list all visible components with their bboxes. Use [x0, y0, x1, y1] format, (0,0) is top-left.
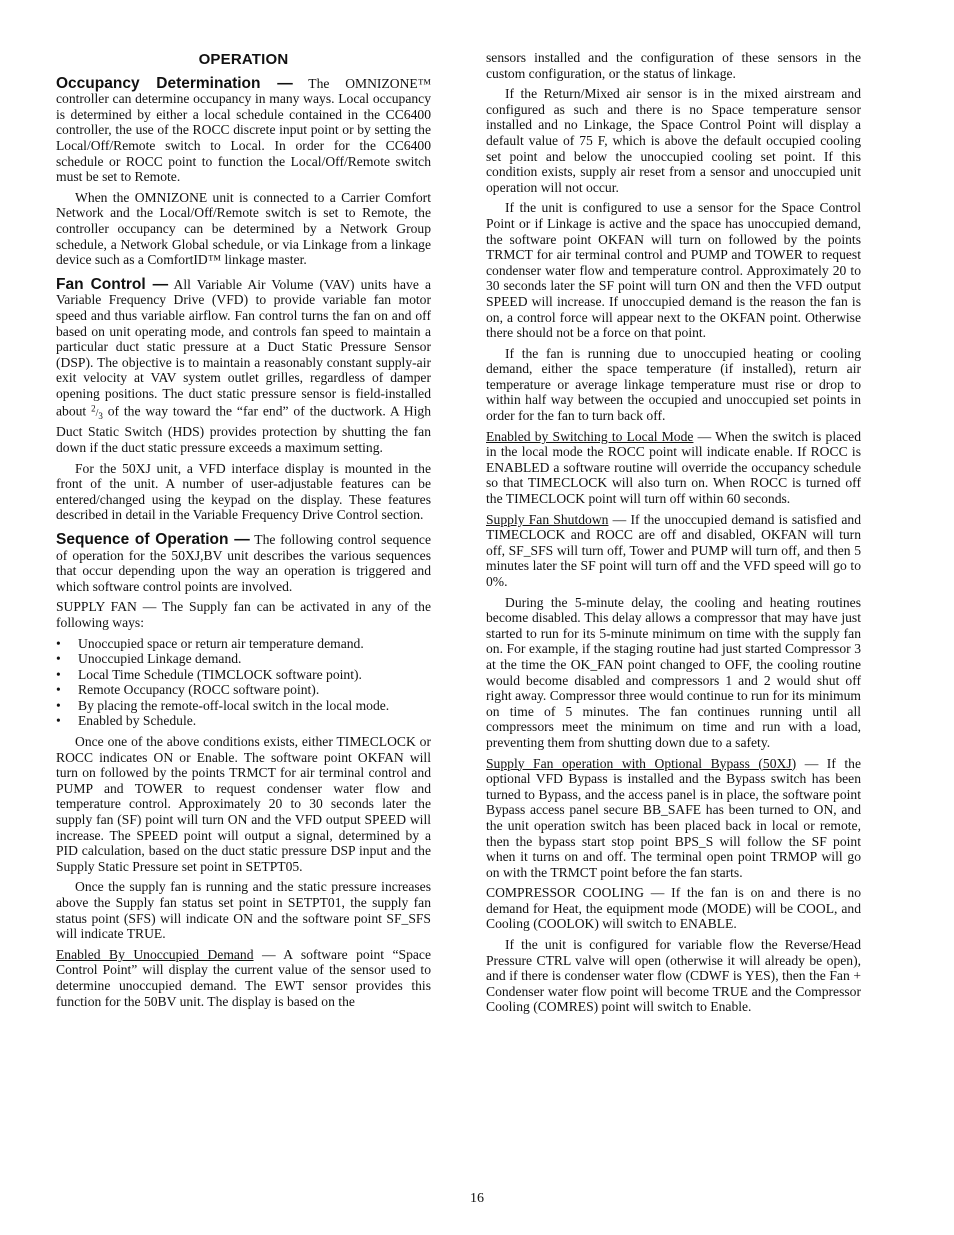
fan-shutdown-heading: Supply Fan Shutdown [486, 511, 609, 527]
occupancy-paragraph-1 [56, 76, 431, 185]
fan-control-heading: Fan Control — [56, 275, 169, 293]
page-number: 16 [470, 1191, 484, 1206]
local-mode-heading: Enabled by Switching to Local Mode [486, 428, 694, 444]
sequence-text-1: The following control sequence of operation for the 50XJ,BV unit describes the various sequences that occur depending upon the way an operation is triggered and which software control points are involved. [56, 531, 431, 594]
bypass-text: — If the optional VFD Bypass is installed and the Bypass switch has been turned to Bypass, and the access panel is in place, the software point Bypass access panel secure BB_SAFE has been turned to ON, and the unit operation switch has been placed back in local or remote, then the bypass start stop point BPS_S will follow the SF point when it turns on and off. The terminal open point TRMOP will go on with the TRMCT point before the fan starts. [486, 755, 861, 880]
sequence-paragraph-1 [56, 532, 431, 594]
list-item: • By placing the remote-off-local switch in the local mode. [56, 698, 431, 714]
unoccupied-demand-heading: Enabled By Unoccupied Demand [56, 946, 254, 962]
sequence-paragraph-4: Once the supply fan is running and the static pressure increases above the Supply fan status set point in SETPT01, the supply fan status point (SFS) will indicate ON and the software point SF_SFS will indicate TRUE. [56, 879, 431, 942]
list-item: • Unoccupied space or return air temperature demand. [56, 636, 431, 652]
right-paragraph-2: If the Return/Mixed air sensor is in the mixed airstream and configured as such and there is no Space temperature sensor installed and no Linkage, the Space Control Point will display a default value of 75 F, which is above the default occupied cooling set point and below the unoccupied cooling set point. If this condition exists, supply air reset from a sensor and unoccupied unit operation will not occur. [486, 86, 861, 195]
list-item: • Local Time Schedule (TIMCLOCK software point). [56, 667, 431, 683]
fan-shutdown-text: — If the unoccupied demand is satisfied and TIMECLOCK and ROCC are off and disabled, OKFAN will turn off, SF_SFS will turn off, Tower and PUMP will turn off, and then 5 minutes later the SF point will turn off and the VFD speed will go to 0%. [486, 511, 861, 589]
sequence-heading: Sequence of Operation — [56, 530, 250, 548]
local-mode-text: — When the switch is placed in the local mode the ROCC point will indicate enable. If ROCC is ENABLED a software routine will override the occupancy schedule so that TIMECLOCK will also turn on. When ROCC is turned off the TIMECLOCK point will turn off within 60 seconds. [486, 428, 861, 507]
fraction-numerator: 2 [91, 403, 96, 414]
right-paragraph-7: If the unit is configured for variable flow the Reverse/Head Pressure CTRL valve will open (otherwise it will already be open), and if there is condenser water flow (CDWF is YES), then the Fan + Condenser water flow point will become TRUE and the Compressor Cooling (COMRES) point will switch to Enable. [486, 937, 861, 1015]
compressor-cooling-paragraph: COMPRESSOR COOLING — If the fan is on and there is no demand for Heat, the equipment mode (MODE) will be COOL, and Cooling (COOLOK) will switch to ENABLE. [486, 885, 861, 932]
occupancy-text-1: The OMNIZONE™ controller can determine occupancy in many ways. Local occupancy is determined by either a local schedule contained in the CC6400 controller, the use of the ROCC discrete input point or by setting the Local/Off/Remote switch to Local. In order for the CC6400 schedule or ROCC point to function the Local/Off/Remote switch must be set to Remote. [56, 75, 432, 185]
right-paragraph-5: During the 5-minute delay, the cooling and heating routines become disabled. This delay allows a compressor that may have just started to run for its 5-minute minimum on time with the supply fan on. For example, if the staging routine had just started Compressor 3 at the time the OK_FAN point changed to OFF, the cooling routine would become disabled and compressors 1 and 2 would shut off right away. Compressor three would continue to run for its minimum on time of 5 minutes. The fan continues running until all compressors meet the minimum on time and run with a load, preventing them from shutting down due to a safety. [486, 594, 861, 750]
list-item: • Remote Occupancy (ROCC software point). [56, 682, 431, 698]
right-paragraph-3: If the unit is configured to use a sensor for the Space Control Point or if Linkage is active and the space has unoccupied demand, the software point OKFAN will turn on followed by the points TRMCT for air terminal control and PUMP and TOWER to request condenser water flow and temperature control. Approximately 20 to 30 seconds later the SF point will turn ON and then the VFD output SPEED will increase. If unoccupied demand is the reason the fan is on, a control force will appear next to the OKFAN point. Otherwise there should not be a force on that point. [486, 200, 861, 341]
left-column [56, 50, 431, 1014]
sequence-paragraph-3: Once one of the above conditions exists, either TIMECLOCK or ROCC indicates ON or Enable. The software point OKFAN will turn on followed by the points TRMCT for air terminal control and PUMP and TOWER to request condenser water flow and temperature control. Approximately 20 to 30 seconds later the supply fan (SF) point will turn ON and the VFD output SPEED will increase. The SPEED point will output a signal, determined by a PID calculation, based on the duct static pressure DSP input and the Supply Static Pressure set point in SETPT05. [56, 734, 431, 874]
occupancy-heading: Occupancy Determination — [56, 74, 293, 92]
supply-fan-paragraph: SUPPLY FAN — The Supply fan can be activated in any of the following ways: [56, 599, 431, 630]
list-item: • Enabled by Schedule. [56, 713, 431, 729]
unoccupied-demand-paragraph [56, 947, 431, 1009]
unoccupied-demand-text: — A software point “Space Control Point” will display the current value of the sensor used to determine unoccupied demand. The EWT sensor provides this function for the 50BV unit. The display is based on the [56, 946, 431, 1009]
bypass-heading: Supply Fan operation with Optional Bypass (50XJ) [486, 755, 797, 771]
fraction-two-thirds: $^2/_3$ [91, 403, 103, 421]
occupancy-paragraph-2: When the OMNIZONE unit is connected to a Carrier Comfort Network and the Local/Off/Remote switch is set to Remote, the controller occupancy can be determined by a Network Group schedule, a Network Global schedule, or via Linkage from a linkage device such as a ComfortID™ linkage master. [56, 189, 431, 268]
supply-fan-activation-list [56, 636, 431, 730]
right-column [486, 50, 861, 1020]
list-item: • Unoccupied Linkage demand. [56, 651, 431, 667]
fan-control-text-b: of the way toward the “far end” of the ductwork. A High Duct Static Switch (HDS) provides protection by shutting the fan down if the duct static pressure exceeds a maximum setting. [56, 403, 431, 455]
fan-control-paragraph-2: For the 50XJ unit, a VFD interface display is mounted in the front of the unit. A number of user-adjustable features can be entered/changed using the keypad on the display. These features described in detail in the Variable Frequency Drive Control section. [56, 460, 431, 523]
local-mode-paragraph [486, 429, 861, 507]
fan-shutdown-paragraph [486, 512, 861, 590]
fraction-denominator: 3 [98, 410, 103, 421]
right-paragraph-1: sensors installed and the configuration of these sensors in the custom configuration, or the status of linkage. [486, 50, 861, 81]
section-title: OPERATION [198, 51, 289, 68]
fan-control-paragraph-1 [56, 277, 431, 456]
fan-control-text-a: All Variable Air Volume (VAV) units have a Variable Frequency Drive (VFD) to provide variable fan motor speed and thus variable airflow. Fan control turns the fan on and off based on unit operating mode, and controls fan speed to maintain a particular duct static pressure at a Duct Static Pressure Sensor (DSP). The objective is to maintain a reasonably constant supply-air exit velocity at VAV system outlet grilles, regardless of damper opening positions. The duct static pressure sensor is field-installed about [56, 276, 431, 419]
right-paragraph-4: If the fan is running due to unoccupied heating or cooling demand, either the space temperature (if installed), return air temperature or average linkage temperature must rise or drop to within half way between the occupied and unoccupied set points in order for the fan to turn back off. [486, 345, 861, 424]
bypass-paragraph [486, 756, 861, 881]
